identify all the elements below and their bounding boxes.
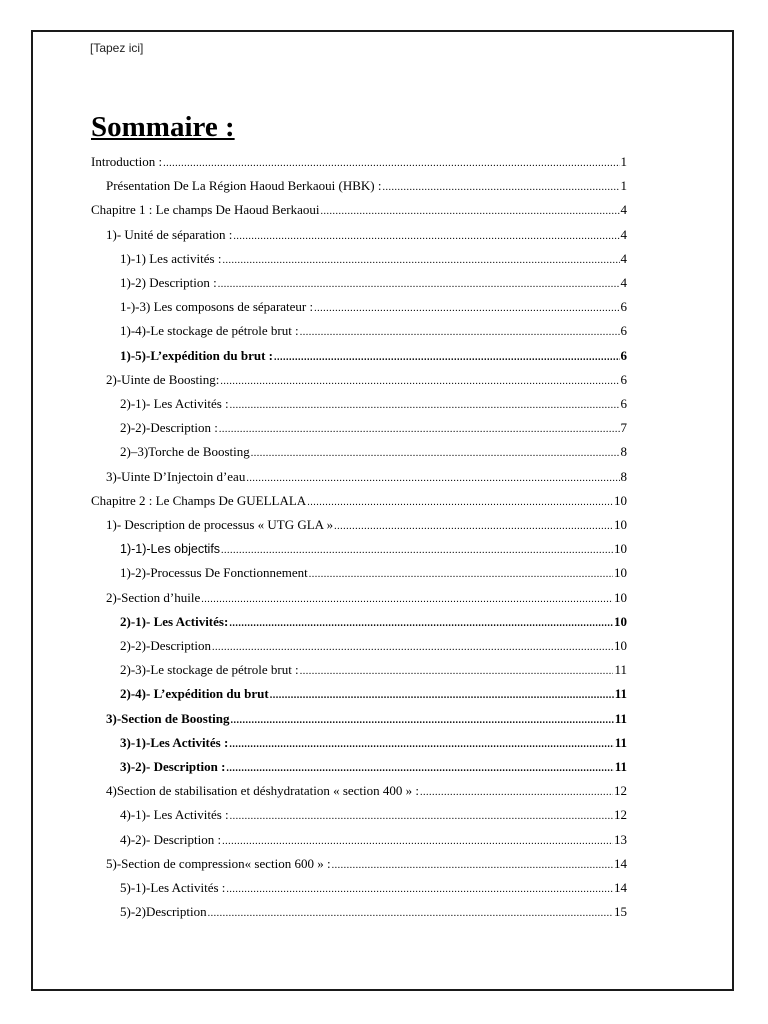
toc-entry-label: 1)-1)-Les objectifs [120, 542, 221, 557]
toc-dot-leader [307, 491, 613, 515]
toc-dot-leader [230, 394, 620, 418]
toc-entry-label: 2)-1)- Les Activités: [120, 613, 229, 629]
toc-entry-label: 5)-1)-Les Activités : [120, 880, 226, 895]
toc-entry[interactable] [120, 731, 627, 755]
toc-entry[interactable] [120, 271, 627, 295]
toc-page-number: 6 [620, 371, 627, 387]
toc-entry[interactable] [120, 900, 627, 924]
toc-dot-leader [420, 781, 613, 805]
toc-dot-leader [229, 733, 613, 757]
toc-dot-leader [321, 200, 620, 224]
toc-dot-leader [222, 249, 619, 273]
toc-page-number: 13 [614, 831, 627, 847]
toc-page-number: 1 [620, 178, 627, 194]
toc-entry-label: 3)-1)-Les Activités : [120, 734, 229, 750]
toc-page-number: 6 [620, 299, 627, 315]
toc-dot-leader [309, 563, 613, 587]
toc-entry[interactable] [120, 537, 627, 561]
toc-entry[interactable] [120, 440, 627, 464]
toc-entry[interactable] [91, 489, 627, 513]
toc-page-number: 7 [620, 420, 627, 436]
toc-entry[interactable] [120, 658, 627, 682]
toc-dot-leader [221, 539, 613, 563]
toc-entry[interactable] [106, 223, 627, 247]
toc-entry-label: 2)-3)-Le stockage de pétrole brut : [120, 662, 299, 678]
toc-page-number: 10 [614, 541, 627, 557]
toc-entry[interactable] [106, 368, 627, 392]
toc-entry-label: 1)-5)-L’expédition du brut : [120, 347, 274, 363]
toc-entry[interactable] [106, 779, 627, 803]
toc-page-number: 10 [614, 613, 627, 629]
toc-entry[interactable] [120, 392, 627, 416]
toc-entry-label: 3)-Uinte D’Injectoin d’eau [106, 468, 246, 484]
toc-entry-label: 3)-2)- Description : [120, 759, 226, 774]
toc-dot-leader [163, 152, 619, 176]
toc-page-number: 15 [614, 904, 627, 920]
toc-entry[interactable] [120, 610, 627, 634]
toc-page-number: 4 [620, 250, 627, 266]
toc-dot-leader [230, 805, 613, 829]
toc-entry[interactable] [106, 852, 627, 876]
toc-entry[interactable] [120, 295, 627, 319]
toc-page-number: 10 [614, 638, 627, 653]
toc-page-number: 10 [614, 589, 627, 605]
toc-entry-label: Chapitre 2 : Le Champs De GUELLALA [91, 492, 307, 508]
toc-dot-leader [334, 515, 613, 539]
toc-page-number: 6 [620, 396, 627, 411]
toc-entry-label: 1)- Unité de séparation : [106, 226, 233, 242]
toc-page-number: 8 [620, 444, 627, 460]
toc-entry-label: 4)-1)- Les Activités : [120, 807, 229, 823]
toc-entry-label: 2)-1)- Les Activités : [120, 396, 229, 411]
toc-entry-label: 1)-2)-Processus De Fonctionnement [120, 565, 308, 581]
toc-page-number: 4 [620, 275, 627, 290]
toc-dot-leader [231, 709, 614, 733]
toc-page-number: 8 [620, 468, 627, 484]
toc-dot-leader [220, 370, 619, 394]
toc-entry-label: 5)-Section de compression« section 600 » : [106, 855, 331, 871]
toc-dot-leader [332, 854, 613, 878]
toc-entry[interactable] [120, 876, 627, 900]
toc-entry[interactable] [91, 150, 627, 174]
toc-entry-label: 1-)-3) Les composons de séparateur : [120, 299, 314, 315]
toc-entry-label: 2)-Uinte de Boosting: [106, 371, 220, 387]
toc-page-number: 1 [620, 154, 627, 169]
toc-entry[interactable] [120, 344, 627, 368]
toc-dot-leader [201, 588, 613, 612]
toc-page-number: 12 [614, 807, 627, 823]
toc-dot-leader [226, 878, 613, 902]
toc-entry-label: 3)-Section de Boosting [106, 710, 230, 726]
toc-dot-leader [274, 346, 619, 370]
toc-page-number: 11 [614, 710, 627, 726]
toc-entry[interactable] [106, 513, 627, 537]
toc-entry-label: 2)-2)-Description [120, 638, 211, 653]
toc-entry[interactable] [91, 198, 627, 222]
toc-entry-label: 2)-4)- L’expédition du brut [120, 686, 269, 702]
toc-dot-leader [300, 660, 614, 684]
toc-entry[interactable] [120, 682, 627, 706]
toc-page-number: 11 [614, 686, 627, 702]
toc-entry[interactable] [120, 634, 627, 658]
toc-entry-label: Présentation De La Région Haoud Berkaoui (HBK) : [106, 178, 382, 194]
toc-dot-leader [251, 442, 620, 466]
toc-entry-label: 2)-Section d’huile [106, 589, 201, 605]
toc-entry[interactable] [120, 247, 627, 271]
toc-entry-label: 4)Section de stabilisation et déshydratation « section 400 » : [106, 783, 420, 799]
toc-page-number: 10 [614, 492, 627, 508]
toc-entry-label: Introduction : [91, 154, 163, 169]
toc-page-number: 6 [620, 347, 627, 363]
toc-entry[interactable] [106, 707, 627, 731]
toc-dot-leader [270, 684, 614, 708]
toc-dot-leader [226, 757, 613, 781]
toc-page-number: 11 [614, 759, 627, 774]
toc-entry-label: 2)–3)Torche de Boosting [120, 444, 250, 460]
toc-dot-leader [218, 273, 620, 297]
toc-dot-leader [246, 467, 619, 491]
toc-page-number: 6 [620, 323, 627, 339]
toc-dot-leader [212, 636, 613, 660]
toc-dot-leader [229, 612, 613, 636]
toc-entry-label: 1)-4)-Le stockage de pétrole brut : [120, 323, 299, 339]
toc-dot-leader [314, 297, 619, 321]
toc-entry-label: 1)- Description de processus « UTG GLA » [106, 517, 334, 532]
toc-dot-leader [208, 902, 613, 926]
page-header: [Tapez ici] [90, 41, 144, 55]
toc-page-number: 11 [614, 734, 627, 750]
toc-dot-leader [222, 830, 613, 854]
toc-entry[interactable] [106, 174, 627, 198]
toc-dot-leader [233, 225, 619, 249]
toc-entry-label: 5)-2)Description [120, 904, 207, 920]
toc-dot-leader [382, 176, 619, 200]
toc-entry-label: 1)-2) Description : [120, 275, 217, 290]
toc-page-number: 10 [614, 565, 627, 581]
toc-entry[interactable] [120, 319, 627, 343]
toc-entry-label: 2)-2)-Description : [120, 420, 218, 436]
toc-dot-leader [219, 418, 620, 442]
toc-entry[interactable] [120, 803, 627, 827]
toc-entry[interactable] [120, 416, 627, 440]
toc-page-number: 12 [614, 783, 627, 799]
toc-page-number: 11 [614, 662, 627, 678]
toc-entry[interactable] [120, 561, 627, 585]
toc-page-number: 10 [614, 517, 627, 532]
toc-entry-label: 4)-2)- Description : [120, 831, 222, 847]
page-title: Sommaire : [91, 111, 235, 143]
toc-dot-leader [300, 321, 620, 345]
toc-entry-label: 1)-1) Les activités : [120, 250, 222, 266]
toc-page-number: 14 [614, 880, 627, 895]
toc-page-number: 4 [620, 202, 627, 218]
toc-entry[interactable] [120, 755, 627, 779]
toc-entry[interactable] [106, 465, 627, 489]
toc-page-number: 14 [614, 855, 627, 871]
toc-entry-label: Chapitre 1 : Le champs De Haoud Berkaoui [91, 202, 320, 218]
toc-entry[interactable] [106, 586, 627, 610]
toc-entry[interactable] [120, 828, 627, 852]
toc-page-number: 4 [620, 226, 627, 242]
